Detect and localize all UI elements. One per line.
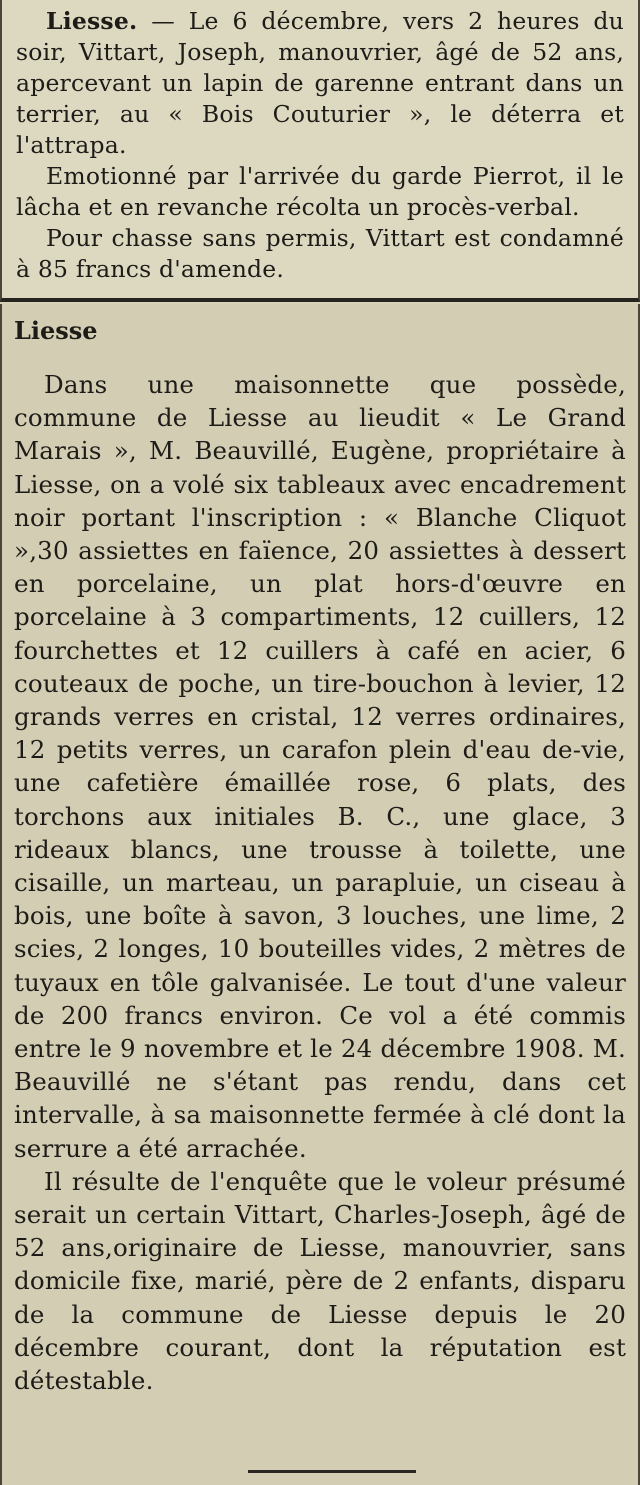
clipping-1-paragraph-1 bbox=[16, 6, 624, 161]
clipping-rabbit-poaching bbox=[0, 0, 640, 302]
clipping-1-text-1: Le 6 décembre, vers 2 heures du soir, Vittart, Joseph, manouvrier, âgé de 52 ans, apercevant un lapin de garenne entrant dans un terrier, au « Bois Couturier », le déterra et l'attrapa. bbox=[16, 7, 624, 159]
clipping-1-paragraph-2: Emotionné par l'arrivée du garde Pierrot, il le lâcha et en revanche récolta un procès-verbal. bbox=[16, 162, 624, 221]
clipping-2-heading: Liesse bbox=[14, 316, 98, 345]
clipping-1-place: Liesse. bbox=[46, 7, 138, 35]
clipping-2-paragraph-1: Dans une maisonnette que possède, commune de Liesse au lieudit « Le Grand Marais », M. Beauvillé, Eugène, propriétaire à Liesse, on a volé six tableaux avec encadrement noir portant l'inscription : « Blanche Cliquot »,30 assiettes en faïence, 20 assiettes à dessert en porcelaine, un plat hors-d'œuvre en porcelaine à 3 compartiments, 12 cuillers, 12 fourchettes et 12 cuillers à café en acier, 6 couteaux de poche, un tire-bouchon à levier, 12 grands verres en cristal, 12 verres ordinaires, 12 petits verres, un carafon plein d'eau de-vie, une cafetière émaillée rose, 6 plats, des torchons aux initiales B. C., une glace, 3 rideaux blancs, une trousse à toilette, une cisaille, un marteau, un parapluie, un ciseau à bois, une boîte à savon, 3 louches, une lime, 2 scies, 2 longes, 10 bouteilles vides, 2 mètres de tuyaux en tôle galvanisée. Le tout d'une valeur de 200 francs environ. Ce vol a été commis entre le 9 novembre et le 24 décembre 1908. M. Beauvillé ne s'étant pas rendu, dans cet intervalle, à sa maisonnette fermée à clé dont la serrure a été arrachée. bbox=[14, 370, 626, 1163]
clipping-2-paragraph-2: Il résulte de l'enquête que le voleur présumé serait un certain Vittart, Charles-Joseph, âgé de 52 ans,originaire de Liesse, manouvrier, sans domicile fixe, marié, père de 2 enfants, disparu de la commune de Liesse depuis le 20 décembre courant, dont la réputation est détestable. bbox=[14, 1166, 626, 1396]
clipping-theft-report bbox=[0, 304, 640, 1485]
clipping-1-dash: — bbox=[137, 7, 189, 35]
clipping-1-paragraph-3: Pour chasse sans permis, Vittart est condamné à 85 francs d'amende. bbox=[16, 224, 624, 283]
closing-rule bbox=[248, 1470, 416, 1473]
